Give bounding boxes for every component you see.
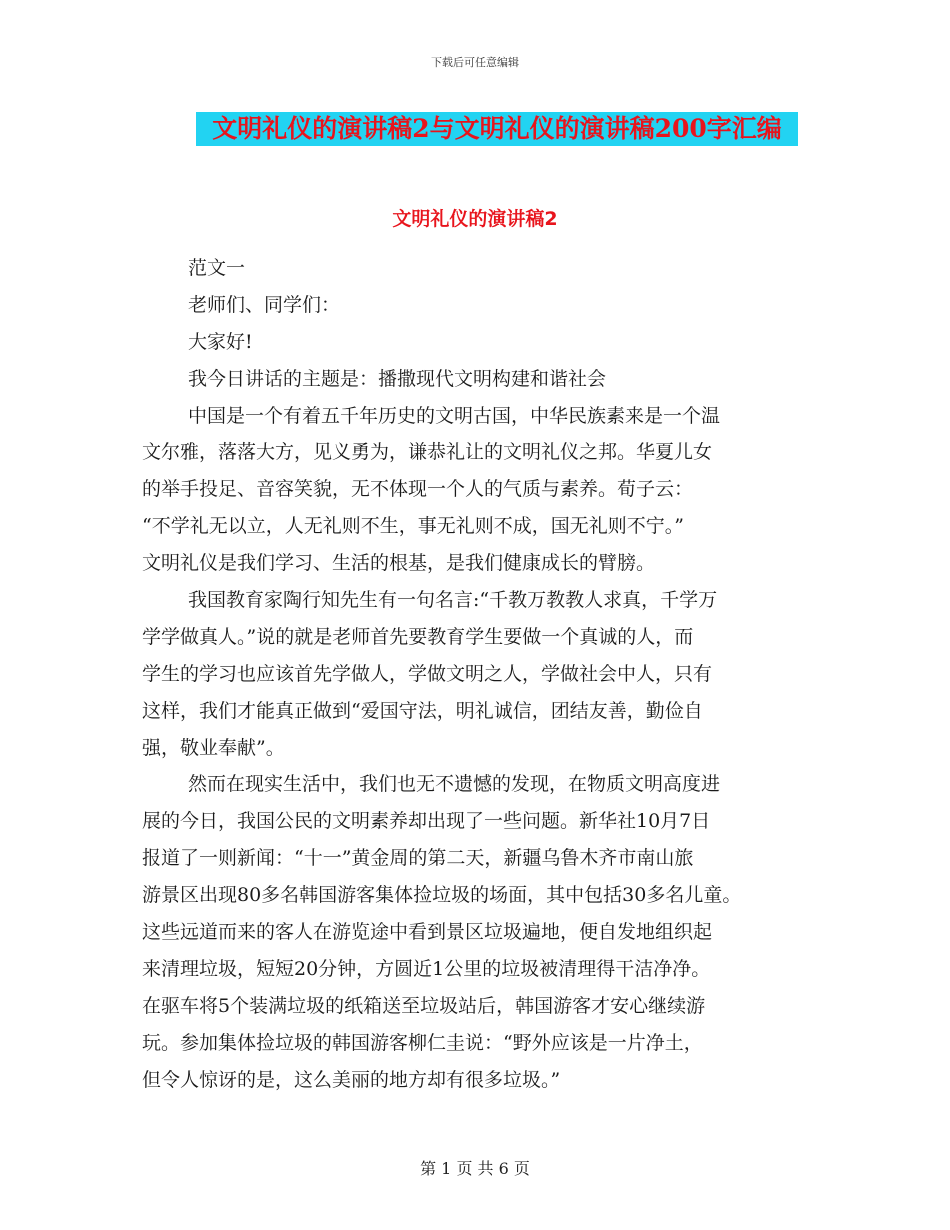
paragraph-line: 强，敬业奉献”。 — [142, 736, 285, 759]
page-footer: 第 1 页 共 6 页 — [420, 1159, 530, 1178]
paragraph-line: 我国教育家陶行知先生有一句名言:“千教万教教人求真，千学万 — [188, 589, 718, 612]
paragraph-line: 范文一 — [188, 257, 246, 279]
paragraph-line: 在驱车将5个装满垃圾的纸箱送至垃圾站后，韩国游客才安心继续游 — [142, 994, 706, 1017]
paragraph-line: 文明礼仪是我们学习、生活的根基，是我们健康成长的臂膀。 — [142, 552, 656, 575]
paragraph-line: 大家好! — [188, 330, 253, 353]
paragraph-line: 玩。参加集体捡垃圾的韩国游客柳仁圭说：“野外应该是一片净土， — [142, 1031, 703, 1054]
paragraph-line: 学学做真人。”说的就是老师首先要教育学生要做一个真诚的人，而 — [142, 625, 694, 648]
paragraph-line: 然而在现实生活中，我们也无不遗憾的发现，在物质文明高度进 — [188, 773, 721, 796]
paragraph-line: 这样，我们才能真正做到“爱国守法，明礼诚信，团结友善，勤俭自 — [142, 699, 703, 722]
paragraph-line: 来清理垃圾，短短20分钟，方圆近1公里的垃圾被清理得干洁净净。 — [142, 957, 711, 980]
paragraph-line: 我今日讲话的主题是：播撒现代文明构建和谐社会 — [188, 367, 607, 390]
paragraph-line: 文尔雅，落落大方，见义勇为，谦恭礼让的文明礼仪之邦。华夏儿女 — [142, 441, 713, 464]
header-note: 下载后可任意编辑 — [431, 56, 519, 69]
paragraph-line: 游景区出现80多名韩国游客集体捡垃圾的场面，其中包括30多名儿童。 — [142, 884, 742, 907]
paragraph-line: 中国是一个有着五千年历史的文明古国，中华民族素来是一个温 — [188, 404, 721, 427]
paragraph-line: 这些远道而来的客人在游览途中看到景区垃圾遍地，便自发地组织起 — [142, 921, 713, 944]
document-title: 文明礼仪的演讲稿2与文明礼仪的演讲稿200字汇编 — [196, 112, 798, 146]
paragraph-line: “不学礼无以立，人无礼则不生，事无礼则不成，国无礼则不宁。” — [142, 515, 684, 538]
paragraph-line: 但令人惊讶的是，这么美丽的地方却有很多垃圾。” — [142, 1068, 561, 1091]
paragraph-line: 报道了一则新闻：“十一”黄金周的第二天，新疆乌鲁木齐市南山旅 — [142, 847, 694, 870]
paragraph-line: 学生的学习也应该首先学做人，学做文明之人，学做社会中人，只有 — [142, 662, 713, 685]
section-title: 文明礼仪的演讲稿2 — [392, 208, 558, 230]
paragraph-line: 展的今日，我国公民的文明素养却出现了一些问题。新华社10月7日 — [142, 810, 711, 833]
document-body — [142, 250, 842, 1098]
paragraph-line: 老师们、同学们： — [188, 293, 341, 316]
paragraph-line: 的举手投足、音容笑貌，无不体现一个人的气质与素养。荀子云： — [142, 478, 694, 501]
